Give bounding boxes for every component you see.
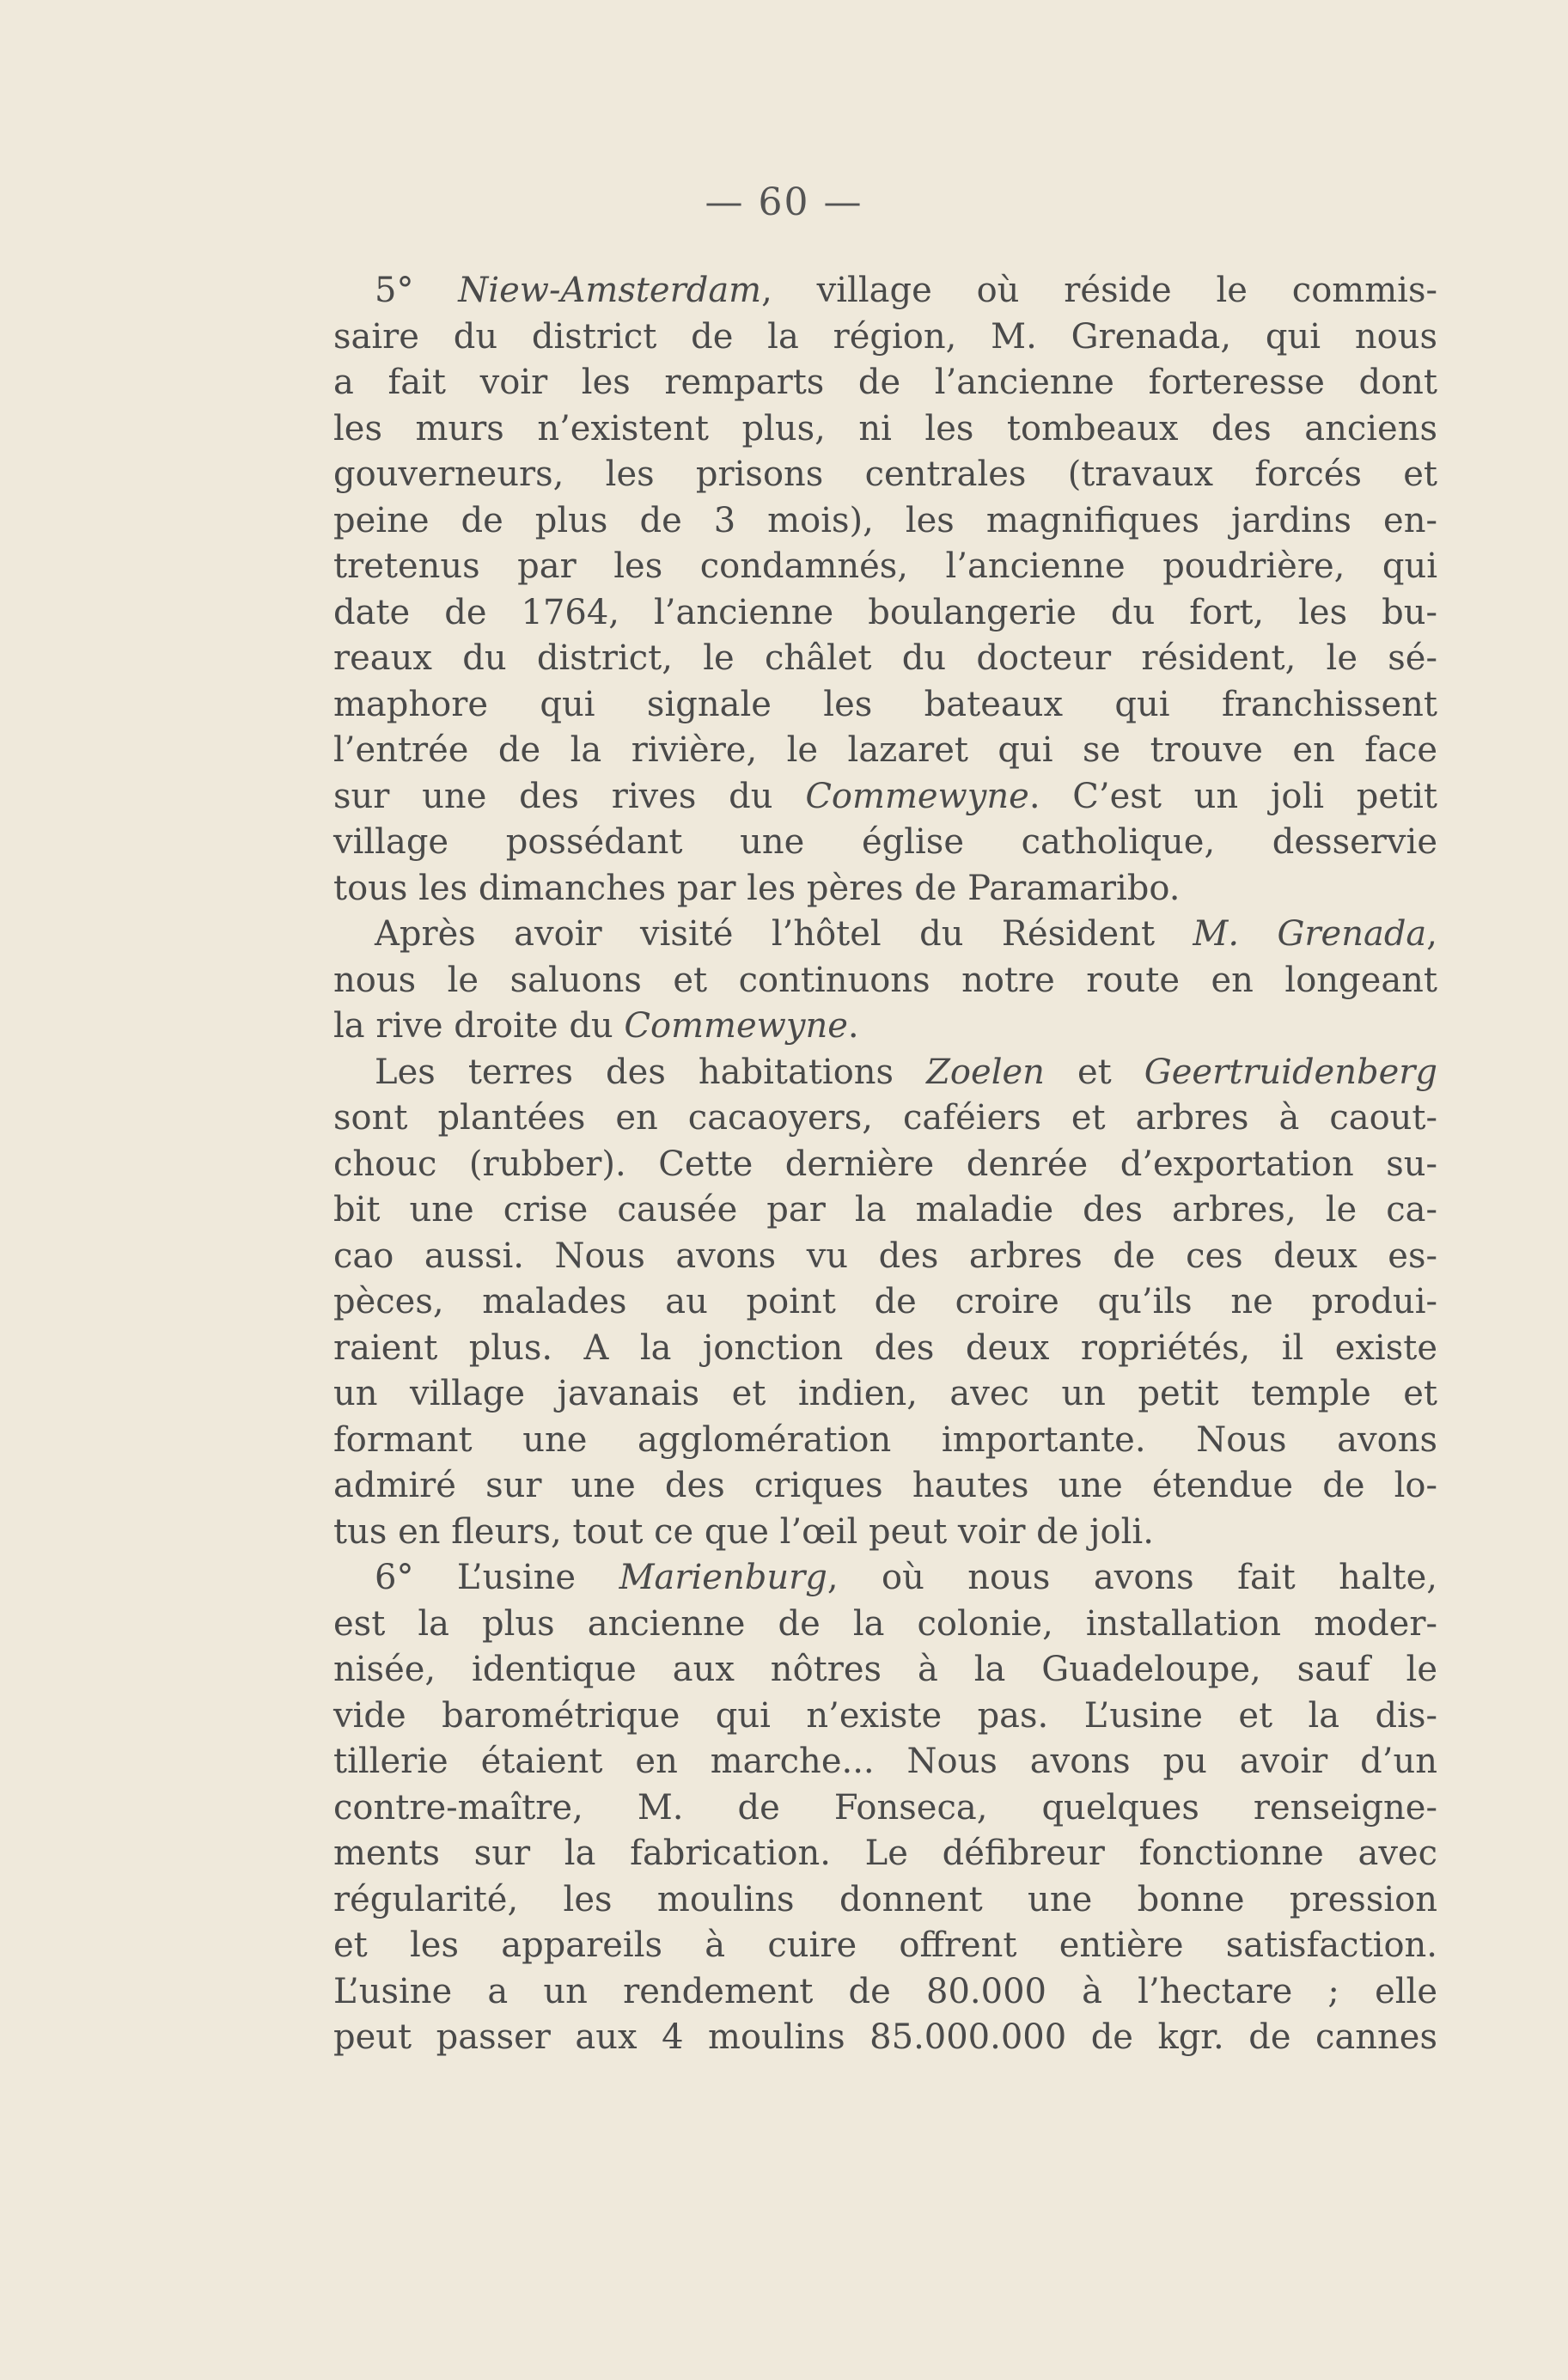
text-line [333, 820, 1437, 866]
text-run: chouc (rubber). Cette dernière denrée d’exportation su- [333, 1144, 1437, 1184]
text-run: cao aussi. Nous avons vu des arbres de ces deux es- [333, 1236, 1437, 1276]
text-run: , où nous avons fait halte, [827, 1558, 1437, 1597]
text-run: tus en fleurs, tout ce que l’œil peut voir de joli. [333, 1511, 1154, 1552]
text-run: et les appareils à cuire offrent entière satisfaction. [333, 1925, 1437, 1965]
text-line [333, 1095, 1437, 1142]
text-line [333, 1050, 1437, 1096]
text-line [333, 1602, 1437, 1648]
text-line [333, 1647, 1437, 1693]
text-line [333, 1004, 1437, 1050]
text-run: la rive droite du [333, 1006, 625, 1046]
text-run: . C’est un joli petit [1028, 776, 1438, 816]
text-run: pèces, malades au point de croire qu’ils ne produi- [333, 1282, 1437, 1321]
text-line [333, 958, 1437, 1004]
text-line [333, 774, 1437, 821]
italic-run: Marienburg [619, 1558, 827, 1597]
text-run: contre-maître, M. de Fonseca, quelques renseigne- [333, 1787, 1437, 1828]
paragraph [333, 912, 1437, 1050]
page-number: — 60 — [705, 180, 863, 224]
text-line [333, 1142, 1437, 1188]
text-run: reaux du district, le châlet du docteur résident, le sé- [333, 638, 1437, 678]
paragraph [333, 268, 1437, 912]
text-run: les murs n’existent plus, ni les tombeaux des anciens [333, 408, 1437, 449]
text-line [333, 360, 1437, 406]
text-line [333, 1187, 1437, 1234]
text-line [333, 406, 1437, 453]
text-run: est la plus ancienne de la colonie, installation moder- [333, 1603, 1437, 1644]
text-run: date de 1764, l’ancienne boulangerie du fort, les bu- [333, 592, 1437, 632]
text-run: bit une crise causée par la maladie des arbres, le ca- [333, 1190, 1437, 1230]
text-run: un village javanais et indien, avec un petit temple et [333, 1374, 1437, 1413]
italic-run: Zoelen [926, 1052, 1045, 1092]
text-line [333, 268, 1437, 314]
italic-run: Geertruidenberg [1144, 1052, 1437, 1092]
text-run: . [847, 1006, 859, 1046]
text-line [333, 1555, 1437, 1602]
text-line [333, 544, 1437, 590]
text-run: régularité, les moulins donnent une bonne pression [333, 1879, 1437, 1919]
text-line [333, 682, 1437, 729]
text-line [333, 1969, 1437, 2016]
text-run: sur une des rives du [333, 776, 806, 816]
text-run: gouverneurs, les prisons centrales (travaux forcés et [333, 455, 1437, 494]
text-line [333, 1831, 1437, 1877]
text-run: , [1426, 914, 1437, 954]
text-line [333, 452, 1437, 498]
text-line [333, 1693, 1437, 1740]
text-run: 5° [375, 271, 459, 310]
text-line [333, 912, 1437, 958]
text-run: 6° L’usine [375, 1558, 619, 1597]
text-run: tillerie étaient en marche... Nous avons pu avoir d’un [333, 1742, 1437, 1781]
text-line [333, 314, 1437, 361]
text-run: L’usine a un rendement de 80.000 à l’hectare ; elle [333, 1971, 1437, 2011]
text-run: maphore qui signale les bateaux qui franchissent [333, 684, 1437, 724]
text-line [333, 2015, 1437, 2061]
body-text [333, 268, 1437, 2061]
text-run: vide barométrique qui n’existe pas. L’usine et la dis- [333, 1695, 1437, 1736]
text-line [333, 866, 1437, 912]
text-run: tous les dimanches par les pères de Paramaribo. [333, 868, 1181, 908]
text-line [333, 498, 1437, 545]
text-run: Les terres des habitations [375, 1052, 927, 1092]
text-run: et [1044, 1052, 1144, 1092]
text-line [333, 1371, 1437, 1418]
text-line [333, 1739, 1437, 1785]
text-line [333, 1418, 1437, 1464]
paragraph [333, 1555, 1437, 2061]
text-run: nisée, identique aux nôtres à la Guadeloupe, sauf le [333, 1650, 1437, 1689]
text-run: Après avoir visité l’hôtel du Résident [375, 914, 1193, 954]
text-line [333, 1877, 1437, 1924]
text-line [333, 728, 1437, 774]
text-line [333, 636, 1437, 682]
text-run: formant une agglomération importante. Nous avons [333, 1419, 1437, 1460]
text-run: raient plus. A la jonction des deux ropriétés, il existe [333, 1327, 1437, 1368]
text-line [333, 1510, 1437, 1556]
text-line [333, 1463, 1437, 1510]
italic-run: M. Grenada [1193, 914, 1427, 954]
text-run: ments sur la fabrication. Le défibreur fonctionne avec [333, 1834, 1437, 1873]
italic-run: Commewyne [805, 776, 1029, 816]
text-run: village possédant une église catholique, desservie [333, 822, 1437, 862]
text-line [333, 1326, 1437, 1372]
italic-run: Niew-Amsterdam [458, 271, 762, 310]
italic-run: Commewyne [624, 1006, 848, 1046]
text-line [333, 1279, 1437, 1326]
text-run: nous le saluons et continuons notre route en longeant [333, 960, 1437, 1000]
text-run: sont plantées en cacaoyers, caféiers et arbres à caout- [333, 1098, 1437, 1138]
text-run: , village où réside le commis- [761, 271, 1437, 310]
text-line [333, 1923, 1437, 1969]
text-line [333, 590, 1437, 637]
paragraph [333, 1050, 1437, 1556]
text-run: tretenus par les condamnés, l’ancienne poudrière, qui [333, 546, 1437, 586]
text-run: l’entrée de la rivière, le lazaret qui se trouve en face [333, 730, 1437, 770]
text-run: peut passer aux 4 moulins 85.000.000 de kgr. de cannes [333, 2017, 1437, 2057]
text-run: admiré sur une des criques hautes une étendue de lo- [333, 1466, 1437, 1505]
text-run: peine de plus de 3 mois), les magnifiques jardins en- [333, 500, 1437, 540]
text-line [333, 1234, 1437, 1280]
text-line [333, 1785, 1437, 1832]
text-run: a fait voir les remparts de l’ancienne forteresse dont [333, 363, 1437, 402]
text-run: saire du district de la région, M. Grenada, qui nous [333, 316, 1437, 357]
